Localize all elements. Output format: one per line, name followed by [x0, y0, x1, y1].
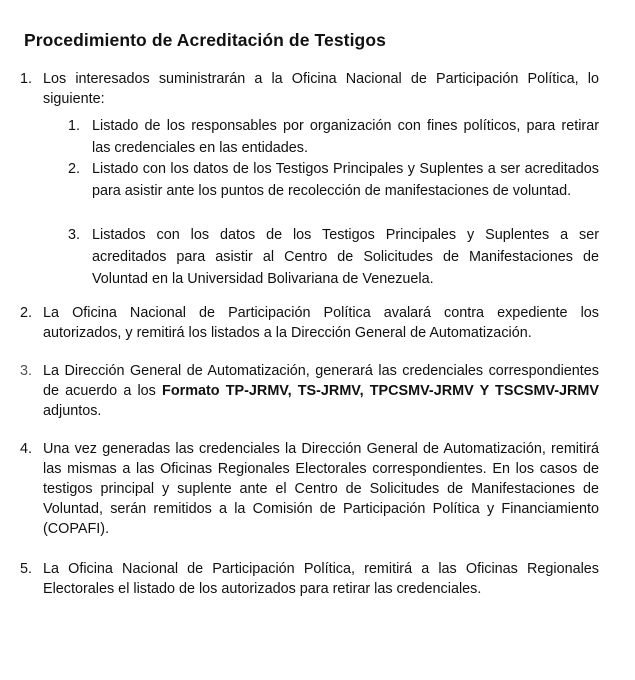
item-3-text	[43, 361, 599, 421]
item-5-text: La Oficina Nacional de Participación Política, remitirá a las Oficinas Regionales Electorales el listado de los autorizados para retirar las credenciales.	[43, 561, 599, 597]
item-3-text-after: adjuntos.	[43, 403, 102, 419]
item-4-number: 4.	[20, 441, 33, 457]
item-3-formats: Formato TP-JRMV, TS-JRMV, TPCSMV-JRMV Y TSCSMV-JRMV	[162, 383, 600, 399]
subitem-1-number: 1.	[68, 118, 81, 134]
subitem-3-number: 3.	[68, 227, 81, 243]
subitem-3-text: Listados con los datos de los Testigos Principales y Suplentes a ser acreditados para asistir al Centro de Solicitudes de Manifestaciones de Voluntad en la Universidad Bolivariana de Venezuela.	[92, 227, 599, 287]
subitem-2-text: Listado con los datos de los Testigos Principales y Suplentes a ser acreditados para asistir ante los puntos de recolección de manifestaciones de voluntad.	[92, 161, 599, 199]
item-4-text: Una vez generadas las credenciales la Dirección General de Automatización, remitirá las mismas a las Oficinas Regionales Electorales correspondientes. En los casos de testigos principal y suplente ante el Centro de Solicitudes de Manifestaciones de Voluntad, serán remitidos a la Comisión de Participación Política y Financiamiento (COPAFI).	[43, 441, 599, 537]
item-2-number: 2.	[20, 305, 33, 321]
document-title: Procedimiento de Acreditación de Testigos	[24, 30, 386, 50]
subitem-1-text: Listado de los responsables por organización con fines políticos, para retirar las credenciales en las entidades.	[92, 118, 599, 156]
subitem-2-number: 2.	[68, 161, 81, 177]
item-3-text-before: La Dirección General de Automatización, generará las credenciales correspondientes de acuerdo a los	[43, 363, 599, 399]
item-3-number: 3.	[20, 363, 33, 379]
item-2-text: La Oficina Nacional de Participación Política avalará contra expediente los autorizados, y remitirá los listados a la Dirección General de Automatización.	[43, 305, 599, 341]
item-5-number: 5.	[20, 561, 33, 577]
item-1-number: 1.	[20, 71, 33, 87]
item-1-text: Los interesados suministrarán a la Oficina Nacional de Participación Política, lo siguiente:	[43, 71, 599, 107]
